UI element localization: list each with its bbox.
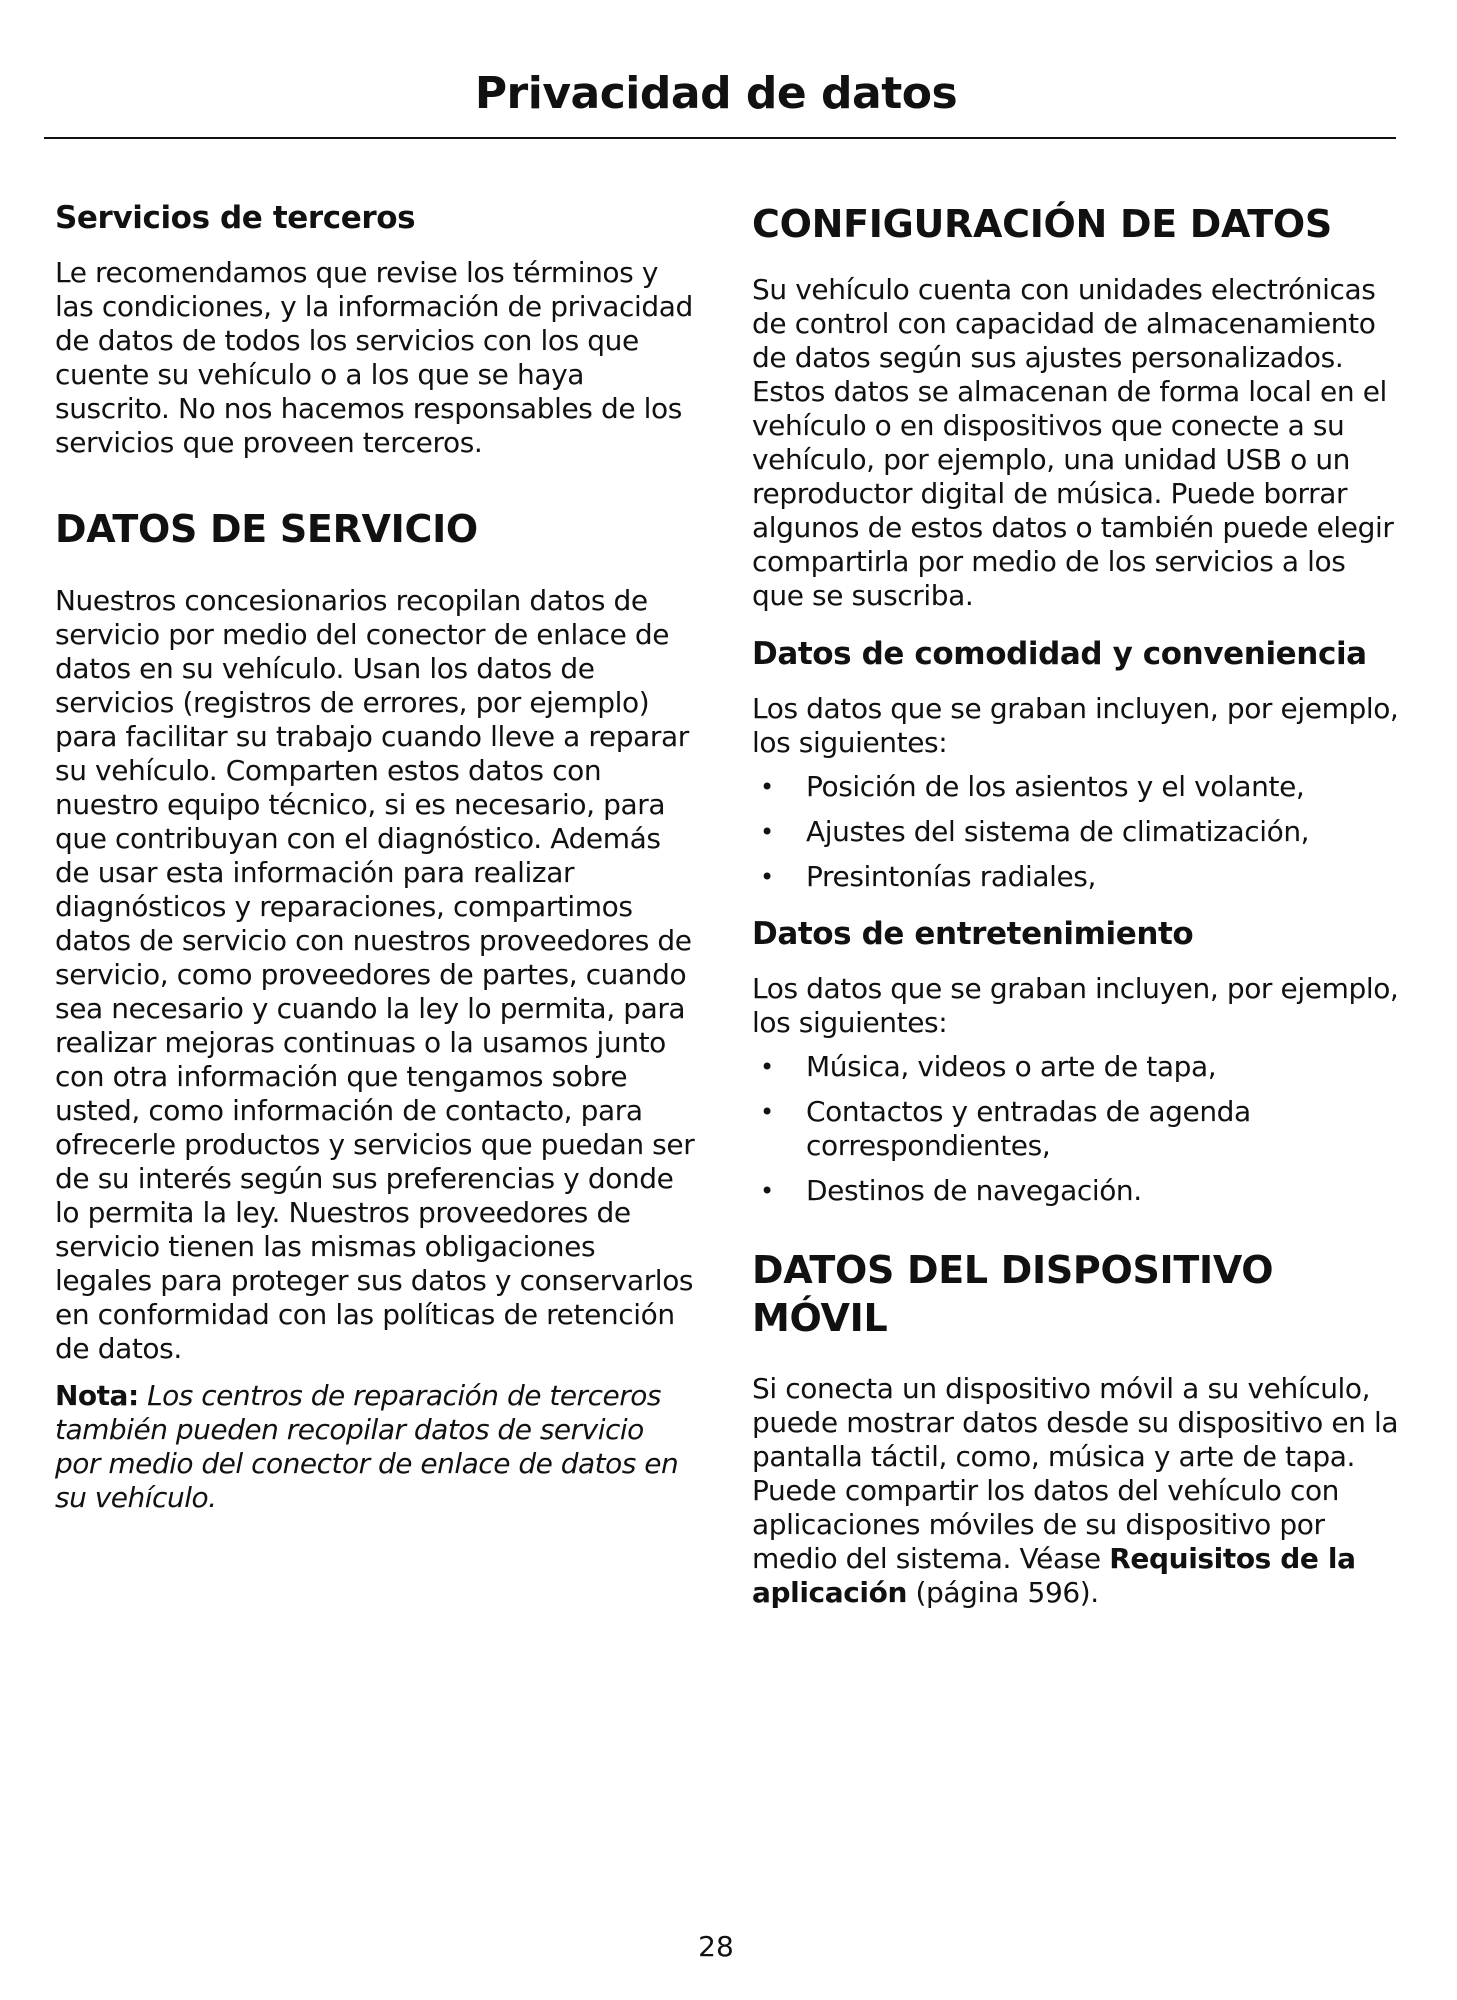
entertainment-intro: Los datos que se graban incluyen, por ejemplo, los siguientes: bbox=[752, 972, 1399, 1039]
service-data-body: Nuestros concesionarios recopilan datos de servicio por medio del conector de enlace de datos en su vehículo. Usan los datos de servicios (registros de errores, por ejemplo) para facilitar su trabajo cuando lleve a reparar su vehículo. Comparten estos datos con nuestro equipo técnico, si es necesario, para que contribuyan con el diagnóstico. Además de usar esta información para realizar diagnósticos y reparaciones, compartimos datos de servicio con nuestros proveedores de servicio, como proveedores de partes, cuando sea necesario y cuando la ley lo permita, para realizar mejoras continuas o la usamos junto con otra información que tengamos sobre usted, como información de contacto, para ofrecerle productos y servicios que puedan ser de su interés según sus preferencias y donde lo permita la ley. Nuestros proveedores de servicio tienen las mismas obligaciones legales para proteger sus datos y conservarlos en conformidad con las políticas de retención de datos. bbox=[55, 584, 695, 1365]
note-text: Los centros de reparación de terceros también pueden recopilar datos de servicio por medio del conector de enlace de datos en su vehículo. bbox=[55, 1379, 679, 1514]
configuration-heading: CONFIGURACIÓN DE DATOS bbox=[752, 202, 1332, 246]
list-item: • Destinos de navegación. bbox=[760, 1174, 1142, 1207]
list-item: • Ajustes del sistema de climatización, bbox=[760, 815, 1310, 848]
app-requirements-link[interactable]: Requisitos de la aplicación bbox=[752, 1542, 1356, 1609]
header-divider bbox=[44, 137, 1396, 139]
left-column bbox=[55, 200, 695, 1515]
entertainment-heading: Datos de entretenimiento bbox=[752, 916, 1194, 952]
bullet-dot: • bbox=[760, 1098, 774, 1126]
comfort-heading: Datos de comodidad y conveniencia bbox=[752, 636, 1367, 672]
third-party-body: Le recomendamos que revise los términos y las condiciones, y la información de privacidad de datos de todos los servicios con los que cuente su vehículo o a los que se haya suscrito. No nos hacemos responsables de los servicios que proveen terceros. bbox=[55, 256, 693, 459]
page-number: 28 bbox=[698, 1930, 734, 1963]
list-item: • Música, videos o arte de tapa, bbox=[760, 1050, 1217, 1083]
bullet-dot: • bbox=[760, 1177, 774, 1205]
page-title: Privacidad de datos bbox=[474, 68, 958, 119]
mobile-body bbox=[752, 1372, 1400, 1610]
page-reference: (página 596). bbox=[915, 1576, 1099, 1609]
entertainment-list bbox=[752, 1050, 1400, 1208]
comfort-list bbox=[752, 770, 1400, 894]
mobile-body-text: Si conecta un dispositivo móvil a su vehículo, puede mostrar datos desde su dispositivo en la pantalla táctil, como, música y arte de tapa. Puede compartir los datos del vehículo con aplicaciones móviles de su dispositivo por medio del sistema. Véase bbox=[752, 1372, 1399, 1575]
service-note bbox=[55, 1379, 695, 1515]
service-data-heading: DATOS DE SERVICIO bbox=[55, 507, 478, 551]
configuration-body: Su vehículo cuenta con unidades electrónicas de control con capacidad de almacenamiento de datos según sus ajustes personalizados. Estos datos se almacenan de forma local en el vehículo o en dispositivos que conecte a su vehículo, por ejemplo, una unidad USB o un reproductor digital de música. Puede borrar algunos de estos datos o también puede elegir compartirla por medio de los servicios a los que se suscriba. bbox=[752, 273, 1394, 612]
bullet-dot: • bbox=[760, 773, 774, 801]
list-item: • Contactos y entradas de agenda correspondientes, bbox=[760, 1095, 1251, 1162]
comfort-intro: Los datos que se graban incluyen, por ejemplo, los siguientes: bbox=[752, 692, 1399, 759]
bullet-dot: • bbox=[760, 863, 774, 891]
right-column bbox=[752, 200, 1400, 1610]
list-item: • Presintonías radiales, bbox=[760, 860, 1096, 893]
list-item: • Posición de los asientos y el volante, bbox=[760, 770, 1305, 803]
bullet-dot: • bbox=[760, 818, 774, 846]
note-label: Nota: bbox=[55, 1379, 139, 1412]
mobile-heading: DATOS DEL DISPOSITIVO MÓVIL bbox=[752, 1248, 1274, 1340]
third-party-heading: Servicios de terceros bbox=[55, 200, 416, 236]
bullet-dot: • bbox=[760, 1053, 774, 1081]
